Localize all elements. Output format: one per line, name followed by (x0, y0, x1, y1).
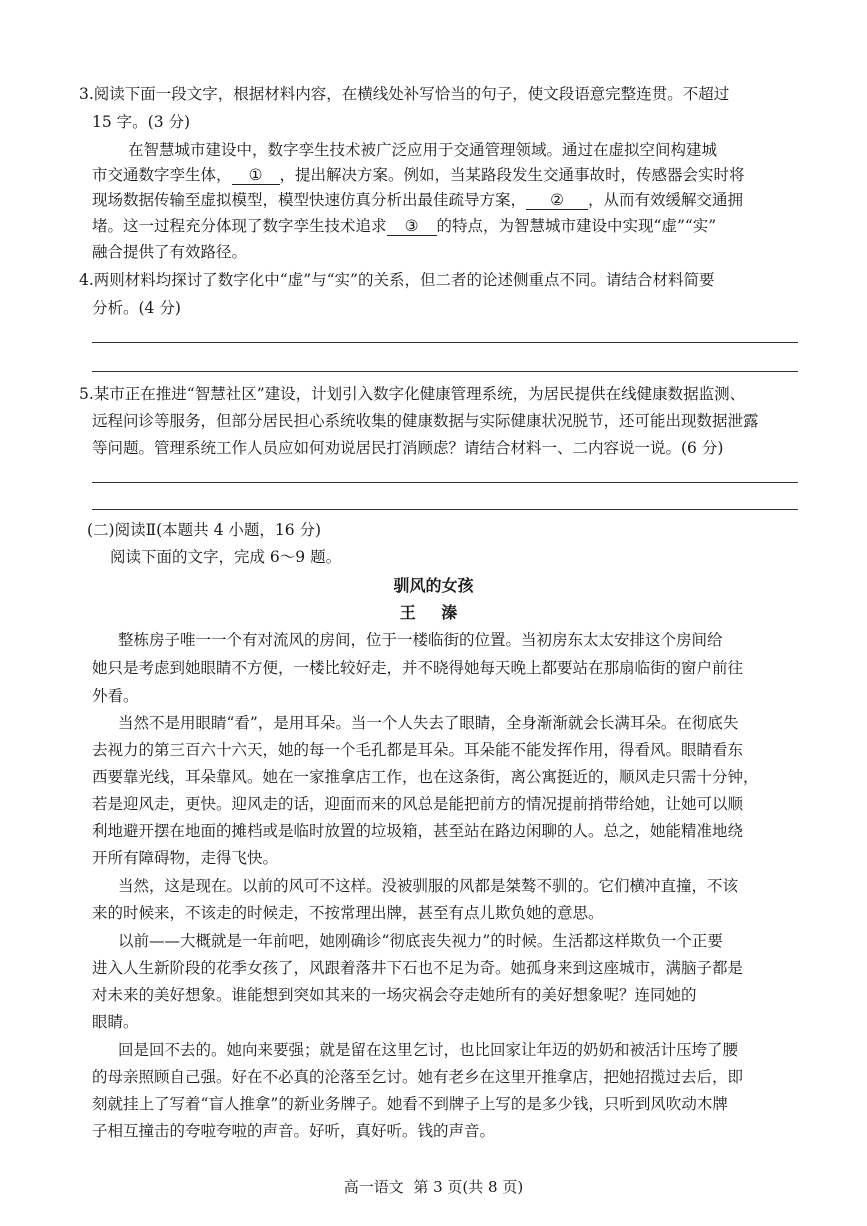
fill-blank-1[interactable]: ① (232, 166, 280, 185)
q3-passage-text: 的特点，为智慧城市建设中实现“虚”“实” (436, 217, 717, 235)
page-footer (0, 1177, 867, 1197)
answer-line[interactable] (92, 482, 798, 483)
q3-passage-text: 现场数据传输至虚拟模型，模型快速仿真分析出最佳疏导方案， (92, 191, 527, 209)
fill-blank-2[interactable]: ② (526, 191, 588, 210)
section-instruction: 阅读下面的文字，完成 6～9 题。 (110, 548, 342, 566)
story-line: 利地避开摆在地面的摊档或是临时放置的垃圾箱，甚至站在路边闲聊的人。总之，她能精准地绕 (92, 822, 744, 840)
story-line: 西要靠光线，耳朵靠风。她在一家推拿店工作，也在这条街，离公寓挺近的，顺风走只需十分钟， (92, 768, 759, 786)
fill-blank-3[interactable]: ③ (387, 217, 437, 236)
q3-passage-line-1: 在智慧城市建设中，数字孪生技术被广泛应用于交通管理领域。通过在虚拟空间构建城 (128, 141, 718, 159)
story-author: 王 溱 (399, 603, 468, 622)
story-line: 若是迎风走，更快。迎风走的话，迎面而来的风总是能把前方的情况提前捎带给她，让她可以顺 (92, 795, 744, 813)
q3-passage-text: ，从而有效缓解交通拥 (588, 191, 744, 209)
story-line: 她只是考虑到她眼睛不方便，一楼比较好走，并不晓得她每天晚上都要站在那扇临街的窗户前往 (92, 659, 744, 677)
story-line: 刻就挂上了写着“盲人推拿”的新业务牌子。她看不到牌子上写的是多少钱，只听到风吹动木牌 (92, 1095, 728, 1113)
story-line: 开所有障碍物，走得飞快。 (92, 849, 279, 867)
q5-prompt-line-3: 等问题。管理系统工作人员应如何劝说居民打消顾虑？请结合材料一、二内容说一说。(6 分) (92, 439, 724, 457)
q3-passage-text: ，提出解决方案。例如，当某路段发生交通事故时，传感器会实时将 (279, 166, 745, 184)
footer-subject: 高一语文 (343, 1178, 404, 1196)
q3-passage-line-4 (92, 216, 716, 236)
q3-prompt-line-1: 3.阅读下面一段文字，根据材料内容，在横线处补写恰当的句子，使文段语意完整连贯。不超过 (79, 85, 730, 103)
q3-passage-line-2 (92, 165, 745, 185)
story-line: 当然，这是现在。以前的风可不这样。没被驯服的风都是桀骜不驯的。它们横冲直撞，不该 (118, 877, 739, 895)
story-line: 进入人生新阶段的花季女孩了，风跟着落井下石也不足为奇。她孤身来到这座城市，满脑子都是 (92, 959, 744, 977)
story-line: 对未来的美好想象。谁能想到突如其来的一场灾祸会夺走她所有的美好想象呢？连同她的 (92, 986, 697, 1004)
story-line: 去视力的第三百六十六天，她的每一个毛孔都是耳朵。耳朵能不能发挥作用，得看风。眼睛看东 (92, 741, 744, 759)
answer-line[interactable] (92, 342, 798, 343)
q3-passage-line-3 (92, 190, 743, 210)
q3-passage-text: 市交通数字孪生体， (92, 166, 232, 184)
q4-prompt-line-1: 4.两则材料均探讨了数字化中“虚”与“实”的关系，但二者的论述侧重点不同。请结合材料简要 (79, 271, 715, 289)
story-line: 整栋房子唯一一个有对流风的房间，位于一楼临街的位置。当初房东太太安排这个房间给 (118, 631, 723, 649)
story-title: 驯风的女孩 (393, 576, 474, 595)
answer-line[interactable] (92, 509, 798, 510)
story-line: 眼睛。 (92, 1013, 139, 1031)
q3-prompt-line-2: 15 字。(3 分) (92, 113, 191, 131)
story-line: 的母亲照顾自己强。好在不必真的沦落至乞讨。她有老乡在这里开推拿店，把她招揽过去后，即 (92, 1068, 744, 1086)
story-line: 来的时候来，不该走的时候走，不按常理出牌，甚至有点儿欺负她的意思。 (92, 904, 604, 922)
q3-passage-text: 堵。这一过程充分体现了数字孪生技术追求 (92, 217, 387, 235)
story-line: 子相互撞击的夸啦夸啦的声音。好听，真好听。钱的声音。 (92, 1122, 496, 1140)
q5-prompt-line-1: 5.某市正在推进“智慧社区”建设，计划引入数字化健康管理系统，为居民提供在线健康数据监测、 (79, 385, 746, 403)
answer-line[interactable] (92, 371, 798, 372)
story-line: 外看。 (92, 687, 139, 705)
footer-page-number: 第 3 页(共 8 页) (413, 1178, 524, 1196)
story-line: 以前——大概就是一年前吧，她刚确诊“彻底丧失视力”的时候。生活都这样欺负一个正要 (118, 932, 723, 950)
q5-prompt-line-2: 远程问诊等服务，但部分居民担心系统收集的健康数据与实际健康状况脱节，还可能出现数据泄露 (92, 412, 759, 430)
q4-prompt-line-2: 分析。(4 分) (92, 299, 181, 317)
q3-passage-line-5: 融合提供了有效路径。 (92, 243, 248, 261)
story-line: 当然不是用眼睛“看”，是用耳朵。当一个人失去了眼睛，全身渐渐就会长满耳朵。在彻底失 (118, 714, 739, 732)
story-line: 回是回不去的。她向来要强；就是留在这里乞讨，也比回家让年迈的奶奶和被活计压垮了腰 (118, 1041, 739, 1059)
section-heading: (二)阅读Ⅱ(本题共 4 小题，16 分) (87, 521, 322, 539)
